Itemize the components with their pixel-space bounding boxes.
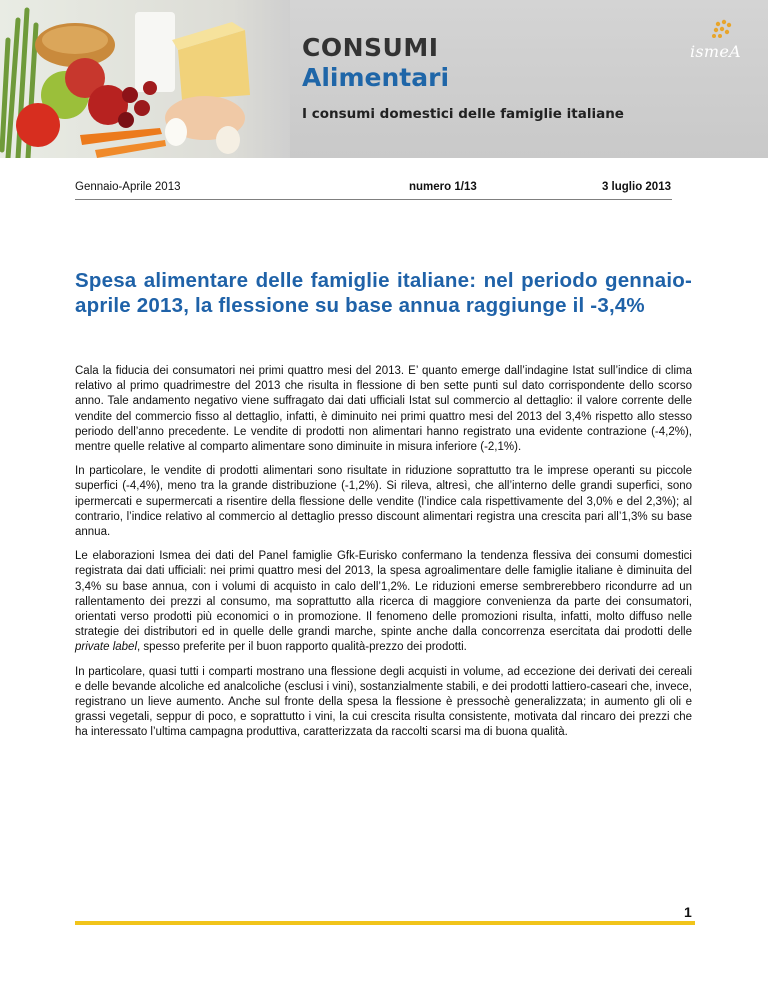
footer-rule bbox=[75, 921, 695, 925]
issue-period: Gennaio-Aprile 2013 bbox=[75, 181, 181, 193]
page-number: 1 bbox=[684, 904, 692, 920]
paragraph-1: Cala la fiducia dei consumatori nei primi quattro mesi del 2013. E’ quanto emerge dall’indagine Istat sull’indice di clima relativo al primo quadrimestre del 2013 che risulta in flessione di ben sette punti sul dato corrispondente dello scorso anno. Tale andamento negativo viene suffragato dai dati ufficiali Istat sul commercio al dettaglio: il valore corrente delle vendite del commercio fisso al dettaglio, infatti, è diminuito nei primi quattro mesi del 2013 del 3,4% rispetto allo stesso periodo dell’anno precedente. Le vendite di prodotti non alimentari hanno registrato una evidente contrazione (-4,2%), mentre quelle relative al comparto alimentare sono diminuite in misura inferiore (-2,1%). bbox=[75, 365, 692, 454]
paragraph-3-tail: , spesso preferite per il buon rapporto qualità-prezzo dei prodotti. bbox=[137, 641, 467, 654]
paragraph-3-italic: private label bbox=[75, 641, 138, 654]
paragraph-2: In particolare, le vendite di prodotti alimentari sono risultate in riduzione soprattutto tra le imprese operanti su piccole superfici (-4,4%), meno tra la grande distribuzione (-1,2%). Si rileva, altresì, che all’interno delle grandi superfici, sono ipermercati e supermercati a risentire della flessione delle vendite (l’indice cala rispettivamente del 3,0% e del 2,3%); al contrario, l’indice relativo al commercio al dettaglio presso discount alimentari registra una crescita pari all’1,3% su base annua. bbox=[75, 465, 692, 539]
paragraph-3-text: Le elaborazioni Ismea dei dati del Panel famiglie Gfk-Eurisko confermano la tendenza flessiva dei consumi domestici registrata dai dati ufficiali: nei primi quattro mesi del 2013, la spesa agroalimentare delle famiglie italiane è diminuita del 3,4% su base annua, con i volumi di acquisto in calo dell’1,2%. Le riduzioni emerse sembrerebbero ricondurre ad un rallentamento dei prezzi al consumo, ma soprattutto alla ricerca di maggiore convenienza da parte dei consumatori, orientati verso prodotti più economici o in promozione. Il fenomeno delle promozioni risulta, infatti, molto diffuso nelle strategie dei distributori ed in quelle delle grandi marche, spinte anche dalla concorrenza esercitata dai prodotti delle bbox=[75, 550, 692, 639]
food-photo bbox=[0, 0, 290, 158]
header-banner bbox=[0, 0, 768, 158]
ismea-logo-text: ismeA bbox=[690, 42, 742, 61]
paragraph-3 bbox=[75, 549, 692, 655]
issue-info bbox=[75, 181, 671, 197]
issue-number: numero 1/13 bbox=[409, 181, 477, 193]
header-subtitle: I consumi domestici delle famiglie italiane bbox=[302, 106, 624, 122]
article-body bbox=[75, 364, 692, 750]
issue-date: 3 luglio 2013 bbox=[601, 181, 671, 193]
header-title-line2: Alimentari bbox=[302, 63, 450, 92]
divider bbox=[75, 199, 672, 200]
paragraph-4: In particolare, quasi tutti i comparti mostrano una flessione degli acquisti in volume, ad eccezione dei derivati dei cereali e delle bevande alcoliche ed analcoliche (esclusi i vini), sostanzialmente stabili, e dei prodotti lattiero-caseari che, invece, registrano un lieve aumento. Anche sul fronte della spesa la flessione è pressochè generalizzata; in aumento gli oli e grassi vegetali, seppur di poco, e soprattutto i vini, la cui crescita risulta consistente, motivata dal rincaro dei prezzi che ha interessato l’ultima campagna produttiva, caratterizzata da raccolti scarsi ma di buona qualità. bbox=[75, 665, 692, 739]
article-headline: Spesa alimentare delle famiglie italiane: nel periodo gennaio-aprile 2013, la flessione su base annua raggiunge il -3,4% bbox=[75, 268, 692, 317]
header-title-line1: CONSUMI bbox=[302, 33, 439, 62]
